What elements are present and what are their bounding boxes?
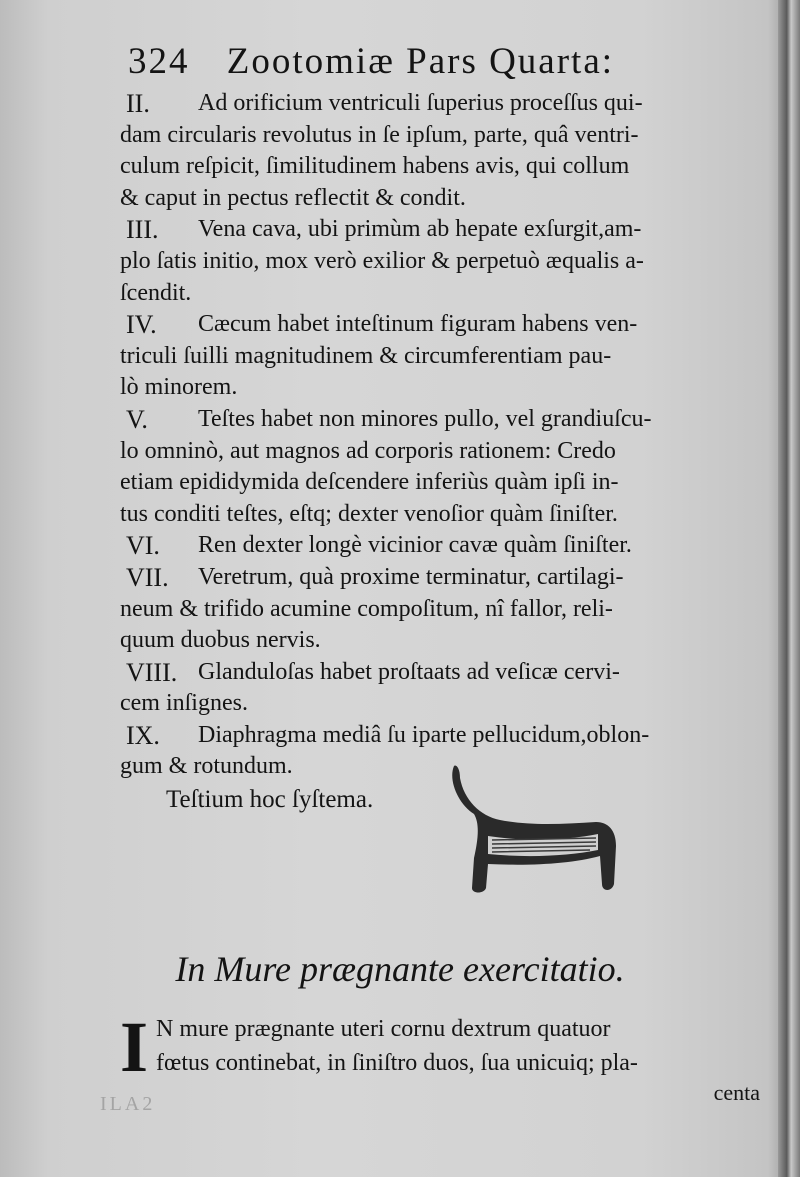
paragraph-line: N mure prægnante uteri cornu dextrum quatuor: [156, 1016, 611, 1042]
entry-line: dam circularis revolutus in ſe ipſum, parte, quâ ventri-: [120, 121, 639, 148]
entry-2: [120, 88, 765, 214]
entry-line: Glanduloſas habet proſtaats ad veſicæ cervi-: [198, 658, 620, 685]
entry-number: IX.: [126, 720, 160, 750]
entry-number: IV.: [126, 310, 157, 340]
numbered-entries: [120, 88, 765, 783]
entry-line: Vena cava, ubi primùm ab hepate exſurgit,am-: [198, 216, 642, 243]
entry-line: gum & rotundum.: [120, 753, 293, 780]
body-paragraph: [120, 1007, 760, 1112]
entry-line: lo omninò, aut magnos ad corporis rationem: Credo: [120, 437, 616, 464]
entry-line: lò minorem.: [120, 374, 238, 401]
entry-line: Veretrum, quà proxime terminatur, cartilagi-: [198, 563, 624, 590]
entry-number: III.: [126, 215, 159, 245]
figure-caption: Teſtium hoc ſyſtema.: [166, 786, 374, 813]
paragraph-line: fœtus continebat, in ſiniſtro duos, ſua unicuiq; pla-: [156, 1050, 638, 1076]
entry-4: [120, 309, 765, 404]
entry-number: VIII.: [126, 657, 178, 687]
entry-7: [120, 562, 765, 657]
section-title: In Mure prægnante exercitatio.: [175, 949, 625, 989]
entry-line: quum duobus nervis.: [120, 627, 321, 654]
entry-number: VII.: [126, 562, 169, 592]
testes-system-woodcut: [440, 760, 620, 900]
entry-3: [120, 214, 765, 309]
entry-line: Diaphragma mediâ ſu iparte pellucidum,oblon-: [198, 721, 650, 748]
page-number: 324: [128, 41, 190, 82]
entry-line: tus conditi teſtes, eſtq; dexter venoſior quàm ſiniſter.: [120, 500, 618, 527]
drop-cap: I: [120, 1007, 149, 1087]
entry-6: [120, 530, 765, 562]
entry-line: & caput in pectus reflectit & condit.: [120, 184, 466, 211]
entry-line: etiam epididymida deſcendere inferiùs quàm ipſi in-: [120, 469, 619, 496]
entry-number: II.: [126, 89, 150, 118]
entry-line: ſcendit.: [120, 279, 192, 306]
page-edge: [778, 0, 800, 1177]
entry-number: V.: [126, 404, 148, 434]
entry-line: neum & trifido acumine compoſitum, nî fallor, reli-: [120, 595, 613, 622]
entry-line: cem inſignes.: [120, 690, 248, 717]
entry-line: Cæcum habet inteſtinum figuram habens ven-: [198, 311, 638, 338]
entry-line: culum reſpicit, ſimilitudinem habens avis, qui collum: [120, 153, 630, 180]
running-title: Zootomiæ Pars Quarta:: [226, 41, 615, 82]
entry-line: Ad orificium ventriculi ſuperius proceſſus qui-: [198, 90, 643, 116]
entry-line: triculi ſuilli magnitudinem & circumferentiam pau-: [120, 342, 612, 369]
bleed-through-text: ILA2: [100, 1093, 156, 1115]
entry-line: Ren dexter longè vicinior cavæ quàm ſiniſter.: [198, 532, 632, 559]
entry-line: plo ſatis initio, mox verò exilior & perpetuò æqualis a-: [120, 247, 644, 274]
catchword: centa: [713, 1080, 760, 1105]
running-header: [128, 40, 728, 90]
entry-line: Teſtes habet non minores pullo, vel grandiuſcu-: [198, 405, 652, 432]
entry-number: VI.: [126, 531, 160, 561]
entry-5: [120, 404, 765, 530]
entry-8: [120, 657, 765, 720]
